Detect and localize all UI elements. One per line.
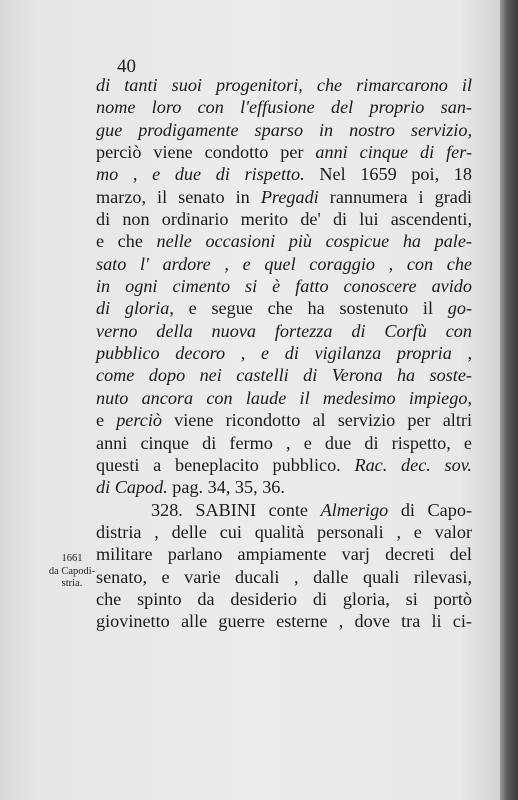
italic-text: nuto ancora con laude il medesimo impiego, — [96, 387, 472, 408]
text-line — [96, 163, 472, 185]
roman-text: senato, e varie ducali , dalle quali rilevasi, — [96, 566, 472, 587]
italic-text: gue prodigamente sparso in nostro servizio, — [96, 119, 472, 140]
roman-text: e che — [96, 231, 157, 252]
italic-text: Pregadi — [260, 186, 319, 207]
roman-text: questi a beneplacito pubblico. — [96, 454, 355, 475]
text-line — [96, 141, 472, 163]
text-line — [96, 409, 472, 431]
marginal-note-place: da Capodi- — [48, 565, 96, 577]
italic-text: Almerigo — [320, 499, 389, 520]
roman-text: militare parlano ampiamente varj decreti del — [96, 544, 472, 565]
marginal-note-place-cont: stria. — [61, 578, 83, 589]
roman-text: perciò viene condotto per — [96, 142, 316, 163]
italic-text: come dopo nei castelli di Verona ha soste- — [96, 365, 472, 386]
text-line — [96, 96, 472, 118]
text-line — [96, 432, 472, 454]
text-line — [96, 566, 472, 588]
text-line — [96, 364, 472, 386]
roman-text: anni cinque di fermo , e due di rispetto, e — [96, 432, 472, 453]
text-line — [96, 186, 472, 208]
roman-text: viene ricondotto al servizio per altri — [161, 410, 472, 431]
text-line — [96, 476, 472, 498]
italic-text: pubblico decoro , e di vigilanza propria , — [96, 343, 472, 364]
roman-text: che spinto da desiderio di gloria, si portò — [96, 588, 472, 609]
roman-text: di non ordinario merito de' di lui ascendenti, — [96, 209, 472, 230]
text-line — [96, 297, 472, 319]
italic-text: in ogni cimento si è fatto conoscere avido — [96, 276, 472, 297]
roman-text: distria , delle cui qualità personali , e valor — [96, 521, 472, 542]
text-line — [96, 253, 472, 275]
text-line — [96, 230, 472, 252]
italic-text: Rac. dec. sov. — [354, 454, 472, 475]
italic-text: sato l' ardore , e quel coraggio , con che — [96, 253, 472, 274]
roman-text: e — [96, 410, 117, 431]
marginal-note-year: 1661 — [61, 553, 83, 564]
roman-text: Nel 1659 poi, 18 — [304, 164, 472, 185]
italic-text: perciò — [116, 410, 162, 431]
italic-text: di tanti suoi progenitori, che rimarcarono il — [96, 75, 472, 95]
roman-text: giovinetto alle guerre esterne , dove tra li ci- — [96, 611, 472, 632]
italic-text: nome loro con l'effusione del proprio san- — [96, 97, 472, 118]
italic-text: go- — [447, 298, 472, 319]
text-line — [96, 387, 472, 409]
text-line — [96, 588, 472, 610]
roman-text: , e segue che ha sostenuto il — [169, 298, 448, 319]
text-line — [96, 543, 472, 565]
text-line — [96, 74, 472, 96]
text-line — [96, 275, 472, 297]
text-line — [96, 119, 472, 141]
text-line — [96, 208, 472, 230]
italic-text: di gloria — [96, 298, 170, 319]
binding-gutter — [500, 0, 518, 800]
text-line — [96, 521, 472, 543]
roman-text: pag. 34, 35, 36. — [167, 477, 285, 498]
italic-text: anni cinque di fer- — [315, 142, 473, 163]
page-number: 40 — [117, 56, 136, 77]
text-line — [96, 320, 472, 342]
italic-text: nelle occasioni più cospicue ha pale- — [156, 231, 472, 252]
roman-text: marzo, il senato in — [96, 186, 261, 207]
marginal-note — [44, 553, 100, 591]
italic-text: mo , e due di rispetto. — [96, 164, 305, 185]
body-text — [96, 74, 472, 633]
text-line — [96, 610, 472, 632]
italic-text: verno della nuova fortezza di Corfù con — [96, 320, 472, 341]
italic-text: di Capod. — [96, 477, 168, 498]
text-line — [96, 454, 472, 476]
text-line — [96, 342, 472, 364]
roman-text: 328. SABINI conte — [151, 499, 321, 520]
roman-text: rannumera i gradi — [318, 186, 472, 207]
roman-text: di Capo- — [388, 499, 472, 520]
text-line — [96, 499, 472, 521]
